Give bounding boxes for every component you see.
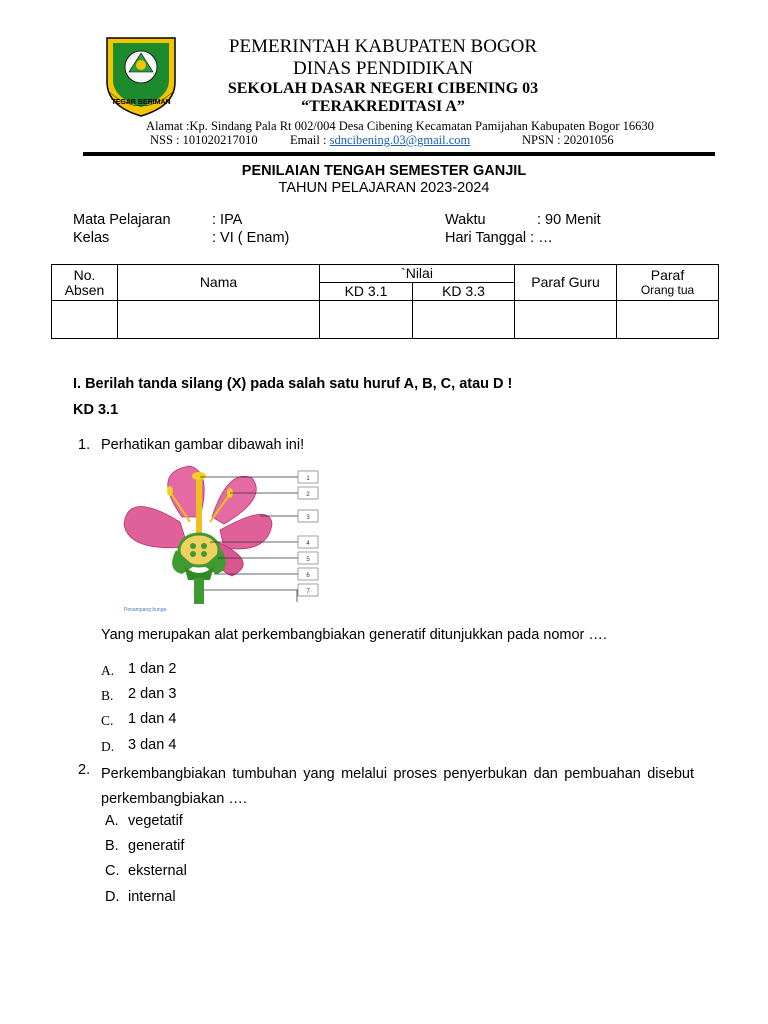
email-link[interactable]: sdncibening.03@gmail.com xyxy=(329,133,471,147)
q2-number: 2. xyxy=(78,762,91,778)
q2-option-b-text: generatif xyxy=(128,838,185,854)
paraf-guru-header: Paraf Guru xyxy=(515,265,617,301)
no-absen-line2: Absen xyxy=(64,281,105,298)
paraf-guru-cell[interactable] xyxy=(515,301,617,339)
q1-number: 1. xyxy=(78,437,91,453)
option-letter: C. xyxy=(101,713,114,728)
q2-option-a[interactable]: A. xyxy=(105,813,119,829)
school-name: SEKOLAH DASAR NEGERI CIBENING 03 xyxy=(227,80,539,97)
absen-cell[interactable] xyxy=(52,301,118,339)
govt-heading: PEMERINTAH KABUPATEN BOGOR xyxy=(228,36,538,57)
figure-label-2: 2 xyxy=(306,492,310,498)
exam-title: PENILAIAN TENGAH SEMESTER GANJIL xyxy=(241,163,527,179)
q2-option-d-text: internal xyxy=(128,889,176,905)
option-letter: D. xyxy=(101,739,115,754)
q1-option-b-text: 2 dan 3 xyxy=(128,686,177,702)
paraf-ortu-line1: Paraf xyxy=(650,266,685,283)
time-label: Waktu xyxy=(445,212,486,228)
npsn-number: NPSN : 20201056 xyxy=(522,133,614,147)
class-label: Kelas xyxy=(73,230,110,246)
figure-caption: Penampang bunga xyxy=(124,607,167,613)
kd31-header: KD 3.1 xyxy=(320,283,413,301)
accreditation: “TERAKREDITASI A” xyxy=(301,98,465,115)
flower-diagram xyxy=(120,462,320,616)
option-letter: A. xyxy=(101,663,115,678)
q2-option-d[interactable]: D. xyxy=(105,889,120,905)
time-value: : 90 Menit xyxy=(537,212,601,228)
grade-table xyxy=(51,264,719,339)
class-value: : VI ( Enam) xyxy=(212,230,290,246)
q2-option-a-text: vegetatif xyxy=(128,813,183,829)
figure-label-7: 7 xyxy=(306,589,310,595)
section-instruction: I. Berilah tanda silang (X) pada salah satu huruf A, B, C, atau D ! xyxy=(73,376,513,392)
q1-text: Perhatikan gambar dibawah ini! xyxy=(101,437,305,453)
figure-label-5: 5 xyxy=(306,557,310,563)
subject-value: : IPA xyxy=(212,212,243,228)
paraf-ortu-line2: Orang tua xyxy=(640,282,695,297)
paraf-ortu-cell[interactable] xyxy=(617,301,719,339)
q1-option-c-text: 1 dan 4 xyxy=(128,711,177,727)
header-divider xyxy=(83,152,715,156)
nss-number: NSS : 101020217010 xyxy=(150,133,258,147)
q1-option-a-text: 1 dan 2 xyxy=(128,661,177,677)
kd33-cell[interactable] xyxy=(413,301,515,339)
date-label: Hari Tanggal : … xyxy=(445,230,553,246)
figure-label-6: 6 xyxy=(306,573,310,579)
email-label: Email : xyxy=(290,133,330,147)
option-letter: B. xyxy=(101,688,114,703)
q1-prompt: Yang merupakan alat perkembangbiakan generatif ditunjukkan pada nomor …. xyxy=(101,627,607,643)
figure-label-3: 3 xyxy=(306,515,310,521)
paraf-ortu-header xyxy=(617,265,719,301)
q2-option-c-text: eksternal xyxy=(128,863,187,879)
school-year: TAHUN PELAJARAN 2023-2024 xyxy=(278,180,490,196)
q2-text: Perkembangbiakan tumbuhan yang melalui proses penyerbukan dan pembuahan disebut perkembangbiakan …. xyxy=(101,766,694,807)
q1-option-a[interactable] xyxy=(101,662,114,680)
q1-option-c[interactable] xyxy=(101,712,113,730)
q1-option-b[interactable] xyxy=(101,687,113,705)
kd31-cell[interactable] xyxy=(320,301,413,339)
no-absen-header xyxy=(52,265,118,301)
no-absen-line1: No. xyxy=(73,266,96,283)
kd33-header: KD 3.3 xyxy=(413,283,515,301)
school-address: Alamat :Kp. Sindang Pala Rt 002/004 Desa Cibening Kecamatan Pamijahan Kabupaten Bogor 16630 xyxy=(146,119,654,133)
email-line xyxy=(290,133,470,148)
subject-label: Mata Pelajaran xyxy=(73,212,171,228)
nilai-header: `Nilai xyxy=(320,265,515,283)
dept-heading: DINAS PENDIDIKAN xyxy=(293,58,473,79)
nama-cell[interactable] xyxy=(118,301,320,339)
q2-option-b[interactable]: B. xyxy=(105,838,119,854)
q1-option-d-text: 3 dan 4 xyxy=(128,737,177,753)
q2-option-c[interactable]: C. xyxy=(105,863,120,879)
q1-option-d[interactable] xyxy=(101,738,114,756)
logo-motto: TEGAR BERIMAN xyxy=(111,99,171,106)
nama-header: Nama xyxy=(118,265,320,301)
figure-label-1: 1 xyxy=(306,476,310,482)
section-kd: KD 3.1 xyxy=(73,402,119,418)
figure-label-4: 4 xyxy=(306,541,310,547)
